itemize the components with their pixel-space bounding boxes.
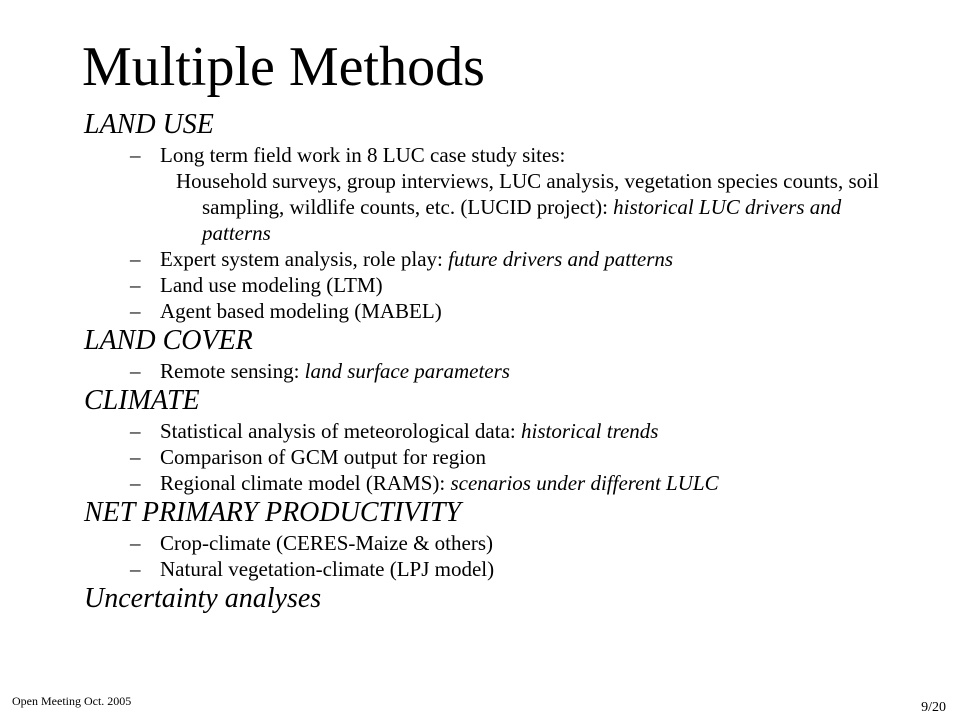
heading-climate: CLIMATE xyxy=(84,385,200,416)
dash-bullet: – xyxy=(130,471,141,495)
item-text: Comparison of GCM output for region xyxy=(160,445,487,469)
slide-title: Multiple Methods xyxy=(82,36,485,98)
dash-bullet: – xyxy=(130,445,141,469)
item-emphasis: land surface parameters xyxy=(304,359,510,383)
page-number: 9/20 xyxy=(921,700,946,715)
list-item xyxy=(130,530,944,556)
list-item xyxy=(130,142,944,168)
item-emphasis: scenarios under different LULC xyxy=(450,471,719,495)
list-item xyxy=(130,246,944,272)
dash-bullet: – xyxy=(130,359,141,383)
item-emphasis: historical trends xyxy=(520,419,659,443)
sub-item xyxy=(176,168,902,246)
item-text: Agent based modeling (MABEL) xyxy=(160,299,442,323)
item-emphasis: future drivers and patterns xyxy=(448,247,674,271)
item-text: Statistical analysis of meteorological data: xyxy=(160,419,521,443)
list-item xyxy=(130,470,944,496)
dash-bullet: – xyxy=(130,299,141,323)
heading-land-cover: LAND COVER xyxy=(84,325,253,356)
dash-bullet: – xyxy=(130,419,141,443)
dash-bullet: – xyxy=(130,531,141,555)
heading-npp: NET PRIMARY PRODUCTIVITY xyxy=(84,497,461,528)
item-text: Land use modeling (LTM) xyxy=(160,273,383,297)
list-item xyxy=(130,272,944,298)
item-text: Expert system analysis, role play: xyxy=(160,247,449,271)
list-item xyxy=(130,298,944,324)
item-text: Remote sensing: xyxy=(160,359,305,383)
slide-content xyxy=(84,108,944,616)
list-item xyxy=(130,444,944,470)
item-text: Crop-climate (CERES-Maize & others) xyxy=(160,531,493,555)
sub-item-text: Household surveys, group interviews, LUC analysis, vegetation species counts, soil sampling, wildlife counts, etc. (LUCID project): xyxy=(176,169,879,219)
dash-bullet: – xyxy=(130,557,141,581)
dash-bullet: – xyxy=(130,273,141,297)
footer-text: Open Meeting Oct. 2005 xyxy=(12,694,132,708)
dash-bullet: – xyxy=(130,143,141,167)
list-item xyxy=(130,556,944,582)
sub-item-emphasis: historical LUC drivers and patterns xyxy=(202,195,842,245)
list-item xyxy=(130,358,944,384)
heading-land-use: LAND USE xyxy=(84,109,214,140)
item-text: Long term field work in 8 LUC case study sites: xyxy=(160,143,566,167)
item-text: Regional climate model (RAMS): xyxy=(160,471,451,495)
list-item xyxy=(130,418,944,444)
heading-uncertainty: Uncertainty analyses xyxy=(84,583,322,614)
dash-bullet: – xyxy=(130,247,141,271)
item-text: Natural vegetation-climate (LPJ model) xyxy=(160,557,495,581)
